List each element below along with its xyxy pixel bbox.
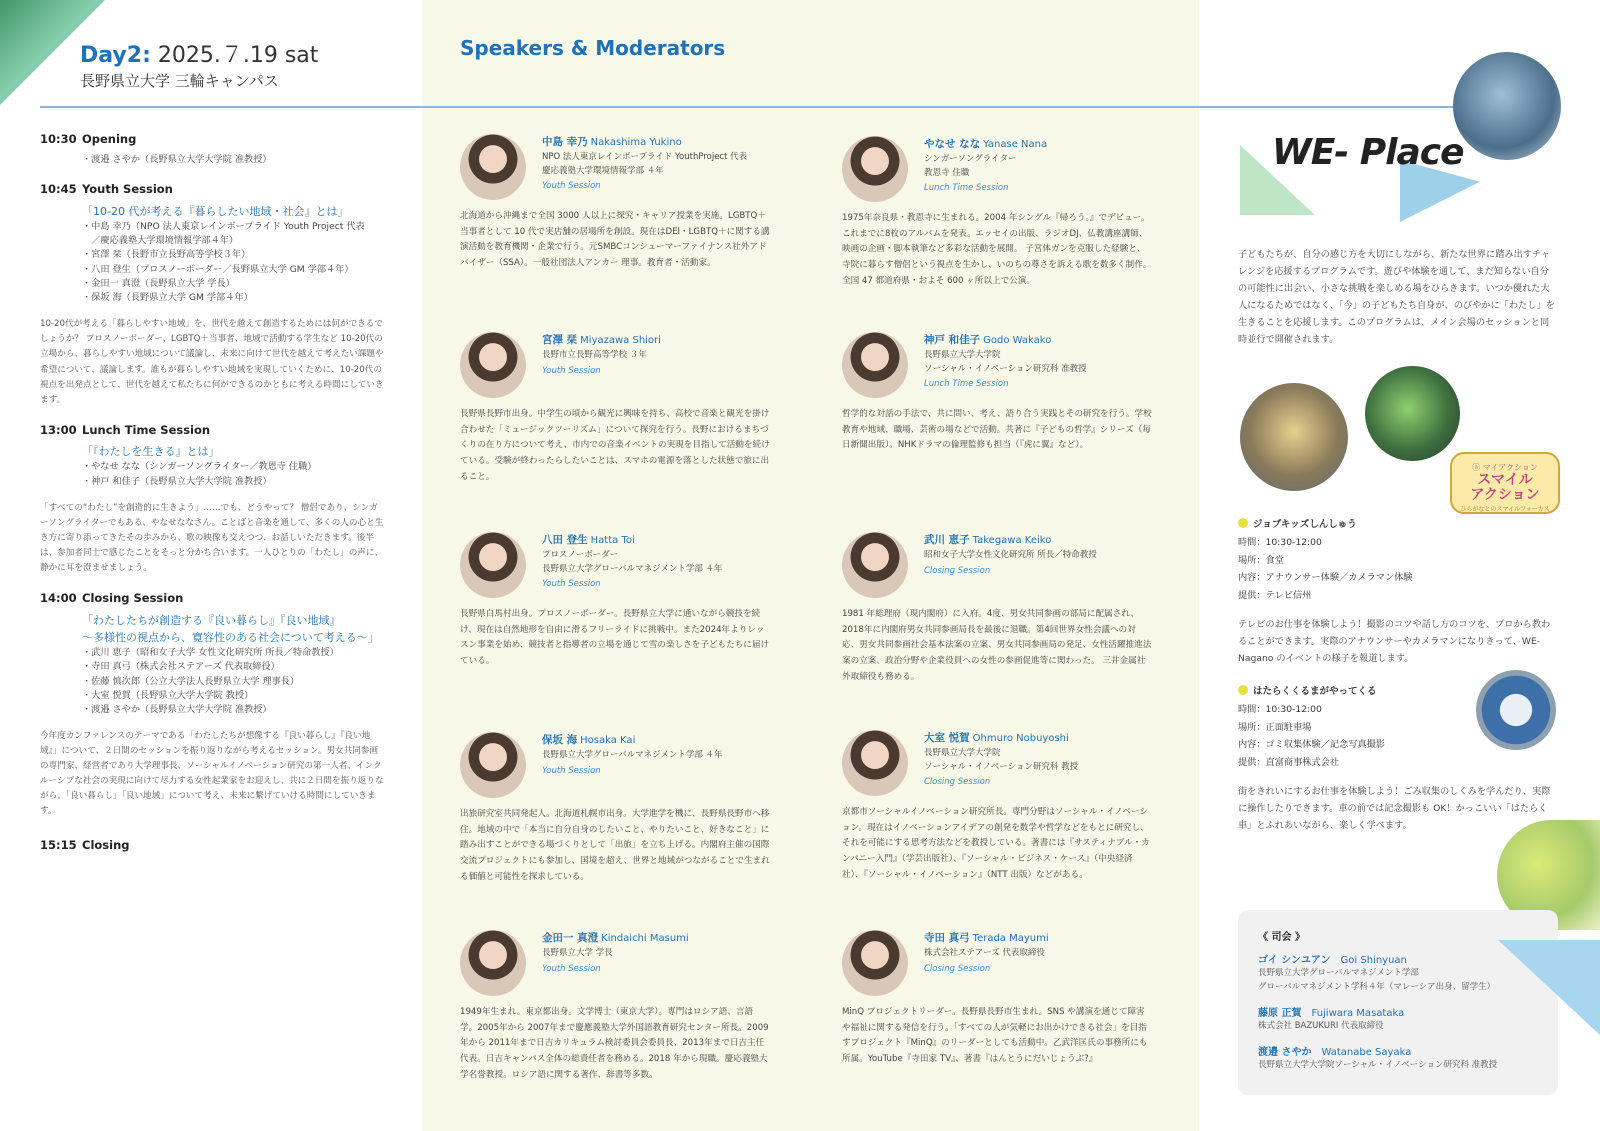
session-opening <box>40 131 385 167</box>
speaker-bio: 北海道から沖縄まで全国 3000 人以上に探究・キャリア授業を実施。LGBTQ＋当事者として 10 代で実店舗の居場所を創設。現在はDEI・LGBTQ＋に関する講演活動を教育機関・企業で行う。元SMBCコンシューマーファイナンス社外アドバイザー（SSA）。一般社団法人アンカー 理事。教育者・活動家。 <box>460 211 770 268</box>
speaker-affiliation <box>542 349 774 363</box>
speaker-bio: 1975年奈良県・教恩寺に生まれる。2004 年シングル『帰ろう。』でデビュー。これまでに8枚のアルバムを発表。エッセイの出版、ラジオDJ、仏教講座講師、映画の企画・脚本執筆など多彩な活動を展開。 子宮体ガンを克服した経験と、寺院に暮らす僧侶という視点を生かし、いのちの尊さを訴える歌を数多く制作。全国 47 都道府県・およそ 600 ヶ所以上で公演。 <box>842 213 1152 286</box>
session-title: Youth Session <box>82 182 173 197</box>
session-heading <box>40 837 385 855</box>
speaker-affiliation <box>924 747 1156 774</box>
smile-action-logo <box>1450 452 1560 514</box>
speaker-info <box>542 732 774 776</box>
event-content: 内容：アナウンサー体験／カメラマン体験 <box>1238 572 1413 584</box>
speaker-session: Youth Session <box>542 765 601 776</box>
speaker-photo <box>842 730 908 796</box>
event-job-kids <box>1238 516 1558 667</box>
session-subtitle: 「『わたしを生きる』とは」 <box>82 445 220 459</box>
speaker-bio: 1949年生まれ。東京都出身。文学博士（東京大学）。専門はロシア語、言語学。2005年から 2007年まで慶應義塾大学外国語教育研究センター所長。2009年から 2011年まで日吉カリキュラム検討委員会委員長、2013年まで日吉主任代表。日吉キャンパス全体の総責任者を務める。2018 年から現職。慶応義塾大学名誉教授。ロシア語に関する著作、辞書等多数。 <box>460 1007 769 1080</box>
speaker-bio: 哲学的な対話の手法で、共に問い、考え、語り合う実践とその研究を行う。学校教育や地域、職場、芸術の場などで活動。共著に『子どもの哲学』シリーズ（毎日新聞出版）。NHKドラマの倫理監修も担当（『虎に翼』など）。 <box>842 409 1152 451</box>
session-subtitle: 〜多様性の視点から、寛容性のある社会について考える〜」 <box>82 630 379 644</box>
speaker-bio: 1981 年総理府（現内閣府）に入府。4度、男女共同参画の部局に配属され、2018年に内閣府男女共同参画局長を最後に退職。第4回世界女性会議への対応、男女共同参画社会基本法案の立案、男女共同参画局の発足、女性活躍推進法案の立案、政治分野や企業役員への女性の参画促進等に関わった。 三井金属社外取締役も務める。 <box>842 609 1152 682</box>
speaker-photo <box>460 332 526 398</box>
aff-line: 長野市立長野高等学校 ３年 <box>542 350 647 360</box>
header-rule <box>40 106 1480 108</box>
speaker-affiliation <box>924 349 1156 376</box>
event-place: 場所：正面駐車場 <box>1238 721 1312 733</box>
mc-box <box>1238 910 1558 1095</box>
speaker-photo <box>842 332 908 398</box>
session-heading <box>40 131 385 149</box>
speaker-name-line <box>924 532 1156 547</box>
aff-line: 慶応義塾大学環境情報学部 ４年 <box>542 165 664 176</box>
announcer-photo <box>1240 383 1348 491</box>
event-working-car <box>1238 683 1558 834</box>
speaker-session: Lunch Time Session <box>924 379 1009 390</box>
aff-line: 長野県立大学 学長 <box>542 948 613 958</box>
speaker-romaji: Hatta Toi <box>590 535 635 546</box>
event-place: 場所：食堂 <box>1238 554 1284 566</box>
session-closing <box>40 837 385 855</box>
aff-line: 長野県立大学大学院ソーシャル・イノベーション研究科 准教授 <box>1258 1060 1498 1071</box>
speaker-name: 金田一 真澄 <box>542 932 599 944</box>
speaker-info <box>924 136 1156 193</box>
speaker-romaji: Nakashima Yukino <box>590 137 682 148</box>
person: ・やなせ なな（シンガーソングライター／教恩寺 住職） <box>82 461 317 473</box>
session-time: 10:30 <box>40 132 77 146</box>
speaker-name: 中島 幸乃 <box>542 136 588 148</box>
we-place-photo <box>1453 52 1561 160</box>
badge-small-text: ⓐ マイアクション <box>1472 463 1538 472</box>
speaker-affiliation <box>542 151 774 178</box>
speaker-romaji: Ohmuro Nobuyoshi <box>972 733 1069 744</box>
event-description: 街をきれいにするお仕事を体験しよう！ごみ収集のしくみを学んだり、実際に操作したりできます。車の前では記念撮影も OK！かっこいい「はたらく車」とふれあいながら、楽しく学べます。 <box>1238 785 1551 832</box>
session-time: 15:15 <box>40 838 77 853</box>
aff-line: 長野県立大学グローバルマネジメント学部 ４年 <box>542 750 723 760</box>
aff-line: グローバルマネジメント学科４年（マレーシア出身、留学生） <box>1258 982 1496 993</box>
speaker-photo <box>460 930 526 996</box>
aff-line: ソーシャル・イノベーション研究科 准教授 <box>924 363 1087 374</box>
session-title: Lunch Time Session <box>82 422 211 437</box>
people-list <box>82 646 385 717</box>
person: ・神戸 和佳子（長野県立大学大学院 准教授） <box>82 475 272 487</box>
speaker-session: Youth Session <box>542 365 601 376</box>
aff-line: 長野県立大学大学院 <box>924 748 1001 758</box>
mc-affiliation <box>1258 966 1538 994</box>
badge-sub-text: ひらがなとのスマイルフォーカス <box>1460 506 1550 514</box>
speaker-romaji: Hosaka Kai <box>580 735 636 746</box>
event-time: 時間：10:30-12:00 <box>1238 537 1322 549</box>
speaker-bio: 長野県白馬村出身。プロスノーボーダー。長野県立大学に通いながら競技を続け、現在は自然地形を自由に滑るフリーライドに挑戦中。また2024年よりレッスン事業を始め、競技者と指導者の立場を通じて雪の楽しさを子どもたちに届けている。 <box>460 609 770 666</box>
session-heading <box>40 422 385 440</box>
date-text: 2025.７.19 sat <box>150 43 319 68</box>
person: ・寺田 真弓（株式会社ステアーズ 代表取締役） <box>82 661 280 673</box>
aff-line: シンガーソングライター <box>924 154 1017 164</box>
speaker-info <box>924 332 1156 389</box>
person: ・八田 登生（プロスノーボーダー／長野県立大学 GM 学部４年） <box>82 263 354 275</box>
speaker-name-line <box>924 730 1156 745</box>
speaker-name: 神戸 和佳子 <box>924 334 981 346</box>
mc-name: 藤原 正賀 <box>1258 1008 1302 1020</box>
speaker-romaji: Godo Wakako <box>983 335 1052 346</box>
mc-romaji: Fujiwara Masataka <box>1311 1008 1405 1020</box>
speaker-name-line <box>542 134 774 149</box>
speaker-romaji: Kindaichi Masumi <box>601 933 689 944</box>
badge-main-text: アクション <box>1470 486 1540 503</box>
speaker-romaji: Takegawa Keiko <box>972 535 1052 546</box>
mc-affiliation <box>1258 1058 1538 1072</box>
session-time: 13:00 <box>40 422 77 437</box>
camera-photo <box>1365 366 1460 461</box>
speaker-affiliation <box>542 749 774 763</box>
speaker-name: 寺田 真弓 <box>924 932 970 944</box>
bullet-dot-icon <box>1238 518 1248 528</box>
aff-line: 長野県立大学大学院 <box>924 350 1001 360</box>
event-provider: 提供：直富商事株式会社 <box>1238 756 1340 768</box>
aff-line: プロスノーボーダー <box>542 550 619 560</box>
session-subtitle: 「10-20 代が考える『暮らしたい地域・社会』とは」 <box>82 204 349 218</box>
session-description: 今年度カンファレンスのテーマである「わたしたちが想像する『良い暮らし』『良い地域』」について、２日間のセッションを振り返りながら考えるセッション。男女共同参画の専門家、経営者であり大学理事長、ソーシャルイノベーション研究の第一人者、インクルーシブな社会の実現に向けて尽力する女性起業家をお迎えし、共に２日間を振り返りながら、「良い暮らし」「良い地域」について考え、未来に繋げていける時間にしていきます。 <box>40 731 384 817</box>
session-heading <box>40 181 385 199</box>
speaker-bio: MinQ プロジェクトリーダー。長野県長野市生まれ。SNS や講演を通じて障害や福祉に関する発信を行う。「すべての人が気軽にお出かけできる社会」を目指すプロジェクト『MinQ』のリーダーとしても活動中。乙武洋匡氏の事務所にも所属。YouTube『寺田家 TV』、著書『はんとうにだいじょうぶ?』 <box>842 1007 1148 1064</box>
speaker-info <box>542 532 774 589</box>
session-heading <box>40 590 385 608</box>
speaker-name: 大室 悦賀 <box>924 732 970 744</box>
person: ・渡邉 さやか（長野県立大学大学院 准教授） <box>82 153 272 165</box>
speaker-info <box>542 332 774 376</box>
event-title: はたらくくるまがやってくる <box>1253 686 1377 697</box>
session-description: 「すべての“わたし”を創造的に生きよう」……でも、どうやって？ 僧侶であり、シンガーソングライターでもある、やなせななさん。ことばと音楽を通して、多くの人の心と生き方に寄り添ってきたその歩みから、歌の映像も交えつつ、お話しいただきます。後半は、参加者同士で感じたことをそっと分かち合います。一人ひとりの「わたし」の声に、静かに耳を澄ませましょう。 <box>40 502 384 574</box>
aff-line: 株式会社ステアーズ 代表取締役 <box>924 948 1045 958</box>
speaker-info <box>924 532 1156 576</box>
session-youth <box>40 181 385 408</box>
person: ・宮澤 栞（長野市立長野高等学校３年） <box>82 249 251 261</box>
person: ・武川 恵子（昭和女子大学 女性文化研究所 所長／特命教授） <box>82 647 339 659</box>
aff-line: 長野県立大学グローバルマネジメント学部 <box>1258 968 1419 978</box>
people-list <box>82 220 385 306</box>
mc-name-line <box>1258 1043 1538 1058</box>
speaker-name-line <box>542 532 774 547</box>
session-time: 10:45 <box>40 182 77 197</box>
speaker-session: Closing Session <box>924 777 991 788</box>
speaker-photo <box>460 732 526 798</box>
event-title-line <box>1238 516 1558 534</box>
mc-name: ゴイ シンユアン <box>1258 955 1331 966</box>
speaker-info <box>924 730 1156 787</box>
event-provider: 提供：テレビ信州 <box>1238 589 1312 601</box>
we-place-intro: 子どもたちが、自分の感じ方を大切にしながら、新たな世界に踏み出すチャレンジを応援するプログラムです。遊びや体験を通して、まだ知らない自分の可能性に出会い、小さな挑戦を楽しめる場をひらきます。いつか優れた大人になるためではなく、「今」の子どもたち自身が、のびやかに「わたし」を生きることを応援します。このプログラムは、メイン会場のセッションと同時並行で開催されます。 <box>1238 249 1555 346</box>
aff-line: ソーシャル・イノベーション研究科 教授 <box>924 761 1079 772</box>
speaker-name: 武川 恵子 <box>924 534 970 546</box>
we-place-logo: WE- Place <box>1272 132 1464 173</box>
day-label: Day2: <box>80 43 151 68</box>
speaker-photo <box>842 532 908 598</box>
aff-line: 長野県立大学グローバルマネジメント学部 ４年 <box>542 563 723 574</box>
speaker-photo <box>460 532 526 598</box>
aff-line: 昭和女子大学女性文化研究所 所長／特命教授 <box>924 550 1097 560</box>
speaker-session: Closing Session <box>924 565 991 576</box>
session-time: 14:00 <box>40 591 77 606</box>
speaker-romaji: Terada Mayumi <box>972 933 1049 944</box>
speaker-romaji: Yanase Nana <box>983 139 1048 150</box>
speaker-photo <box>842 930 908 996</box>
speaker-name-line <box>542 732 774 747</box>
speaker-photo <box>842 136 908 202</box>
session-title: Closing Session <box>82 591 184 606</box>
mc-romaji: Watanabe Sayaka <box>1321 1047 1412 1059</box>
event-title-line <box>1238 683 1558 701</box>
speaker-photo <box>460 134 526 200</box>
speaker-name-line <box>542 930 774 945</box>
mc-affiliation <box>1258 1019 1538 1033</box>
speaker-info <box>924 930 1156 974</box>
aff-line: 株式会社 BAZUKURI 代表取締役 <box>1258 1021 1384 1032</box>
person: ・金田一 真澄（長野県立大学 学長） <box>82 277 235 289</box>
speaker-session: Youth Session <box>542 579 601 590</box>
session-closing-session <box>40 590 385 819</box>
speaker-affiliation <box>542 549 774 576</box>
speaker-session: Lunch Time Session <box>924 183 1009 194</box>
speaker-affiliation <box>924 549 1156 563</box>
event-title: ジョブキッズしんしゅう <box>1253 519 1357 530</box>
speaker-name: 保坂 海 <box>542 734 578 746</box>
speaker-name: やなせ なな <box>924 138 981 150</box>
session-lunch <box>40 422 385 577</box>
mc-name-line <box>1258 1004 1538 1019</box>
mc-name: 渡邉 さやか <box>1258 1047 1312 1059</box>
aff-line: NPO 法人東京レインボープライド YouthProject 代表 <box>542 152 748 162</box>
speaker-session: Youth Session <box>542 963 601 974</box>
people-list <box>82 153 385 167</box>
bullet-dot-icon <box>1238 685 1248 695</box>
event-time: 時間：10:30-12:00 <box>1238 704 1322 716</box>
person: ・佐藤 慎次郎（公立大学法人長野県立大学 理事長） <box>82 675 300 687</box>
speaker-name-line <box>924 930 1156 945</box>
speaker-name-line <box>924 136 1156 151</box>
speaker-session: Youth Session <box>542 181 601 192</box>
speaker-name-line <box>924 332 1156 347</box>
speaker-romaji: Miyazawa Shiori <box>580 335 661 346</box>
people-list <box>82 460 385 489</box>
schedule <box>40 131 385 865</box>
event-content: 内容：ゴミ収集体験／記念写真撮影 <box>1238 739 1385 751</box>
person: ・保坂 海（長野県立大学 GM 学部４年） <box>82 292 253 304</box>
speaker-session: Closing Session <box>924 963 991 974</box>
speaker-affiliation <box>924 153 1156 180</box>
speaker-bio: 長野県長野市出身。中学生の頃から観光に興味を持ち、高校で音楽と観光を掛け合わせた「ミュージックツーリズム」について探究を行う。長野におけるまちづくりの在り方について考え、市内での音楽イベントの実現を目指して活動を続けている。受験が終わったらしたいことは、スマホの電源を落とした状態で旅に出ること。 <box>460 409 770 482</box>
speaker-name: 宮澤 栞 <box>542 334 578 346</box>
mc-romaji: Goi Shinyuan <box>1340 955 1407 966</box>
session-subtitle: 「わたしたちが創造する『良い暮らし』『良い地域』 <box>82 613 341 627</box>
mc-name-line <box>1258 951 1538 966</box>
person: ／慶応義塾大学環境情報学部４年） <box>82 235 239 247</box>
speaker-affiliation <box>542 947 774 961</box>
page-title <box>80 38 318 69</box>
speaker-name-line <box>542 332 774 347</box>
session-title: Closing <box>82 838 130 853</box>
aff-line: 教恩寺 住職 <box>924 167 970 178</box>
badge-main-text: スマイル <box>1477 472 1533 488</box>
mc-heading: 《 司会 》 <box>1258 932 1305 943</box>
session-title: Opening <box>82 132 137 146</box>
person: ・大室 悦賀（長野県立大学大学院 教授） <box>82 689 254 701</box>
venue: 長野県立大学 三輪キャンパス <box>80 72 279 90</box>
person: ・渡邉 さやか（長野県立大学大学院 准教授） <box>82 704 272 716</box>
speaker-info <box>542 930 774 974</box>
speaker-bio: 京都市ソーシャルイノベーション研究所長。専門分野はソーシャル・イノベーション。現在はイノベーションアイデアの創発を数学や哲学などをもとに研究し、それを可能にする思考方法などを教授している。著書には『サスティナブル・カンパニー入門』（学芸出版社）、『ソーシャル・ビジネス・ケース』（中央経済社）、『ソーシャル・イノベーション』（NTT 出版）などがある。 <box>842 807 1150 880</box>
person: ・中島 幸乃（NPO 法人東京レインボープライド Youth Project 代表 <box>82 220 365 232</box>
session-description: 10-20代が考える「暮らしやすい地域」を、世代を越えて創造するためには何ができるでしょうか？ プロスノーボーダー、LGBTQ＋当事者、地域で活動する学生など 10-20代の立場から、暮らしやすい地域について議論し、未来に向けて世代を越えて考えたい課題や希望について、議論します。誰もが暮らしやすい地域を実現していくために、10-20代の視点を出発点として、世代を越えて私たちに何ができるのかともに考える時間にしていきます。 <box>40 319 384 405</box>
speakers-title: Speakers & Moderators <box>460 36 726 60</box>
speaker-affiliation <box>924 947 1156 961</box>
speaker-bio: 出旅研究室共同発起人。北海道札幌市出身。大学進学を機に、長野県長野市へ移住。地域の中で「本当に自分自身のしたいこと、やりたいこと、好きなこと」に踏み出すことができる場づくりとして「出旅」を立ち上げる。内閣府主催の国際交流プロジェクトにも参加し、国境を超え、世界と地域がつながることで生まれる価値と可能性を探求している。 <box>460 809 770 882</box>
speaker-name: 八田 登生 <box>542 534 588 546</box>
speaker-info <box>542 134 774 191</box>
event-description: テレビのお仕事を体験しよう！撮影のコツや話し方のコツを、プロから教わることができます。実際のアナウンサーやカメラマンになりきって、WE-Nagano のイベントの様子を報道します。 <box>1238 618 1551 665</box>
